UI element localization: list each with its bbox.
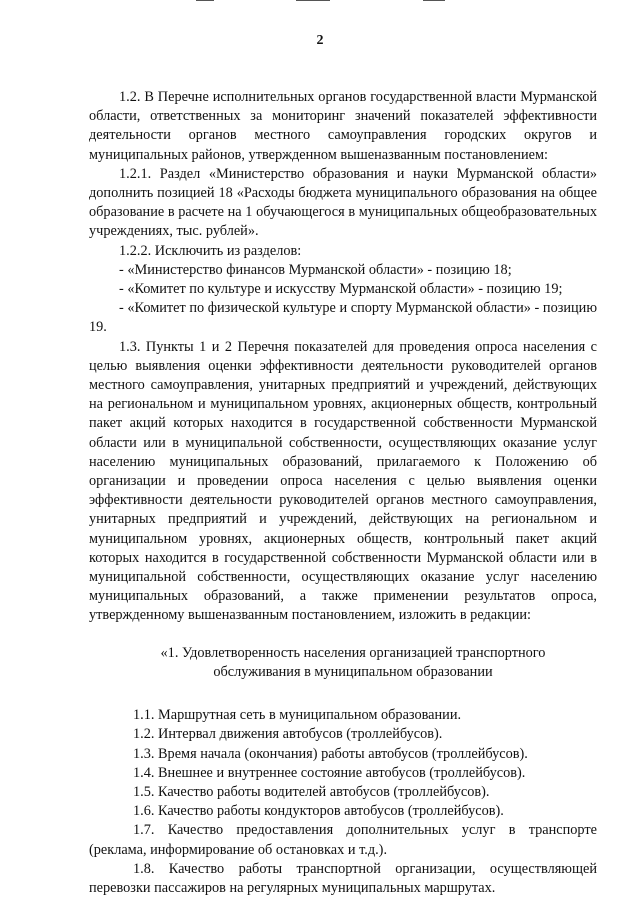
list-item: 1.5. Качество работы водителей автобусов (троллейбусов).	[133, 783, 490, 800]
page-number: 2	[316, 33, 324, 48]
scan-artifact	[296, 0, 330, 1]
paragraph: - «Комитет по физической культуре и спорту Мурманской области» - позицию 19.	[89, 300, 597, 336]
list-item: 1.8. Качество работы транспортной организации, осуществляющей перевозки пассажиров на регулярных муниципальных маршрутах.	[89, 860, 597, 896]
scan-artifact	[196, 0, 214, 1]
heading-line: обслуживания в муниципальном образовании	[213, 663, 493, 680]
list-item: 1.6. Качество работы кондукторов автобусов (троллейбусов).	[133, 803, 504, 820]
heading-line: «1. Удовлетворенность населения организацией транспортного	[160, 644, 546, 661]
paragraph: 1.2.2. Исключить из разделов:	[119, 242, 302, 259]
list-item: 1.2. Интервал движения автобусов (троллейбусов).	[133, 726, 443, 743]
scan-artifact	[423, 0, 445, 1]
list-item: 1.4. Внешнее и внутреннее состояние автобусов (троллейбусов).	[133, 764, 526, 781]
paragraph: 1.2. В Перечне исполнительных органов государственной власти Мурманской области, ответственных за мониторинг значений показателей эффективности деятельности органов местного самоуправления городских округов и муниципальных районов, утвержденном вышеназванным постановлением:	[89, 89, 597, 163]
indicator-list	[89, 706, 597, 898]
paragraph: - «Министерство финансов Мурманской области» - позицию 18;	[119, 261, 512, 278]
document-body	[89, 88, 597, 898]
list-item: 1.3. Время начала (окончания) работы автобусов (троллейбусов).	[133, 745, 528, 762]
section-heading	[89, 644, 597, 682]
paragraph: 1.2.1. Раздел «Министерство образования и науки Мурманской области» дополнить позицией 18 «Расходы бюджета муниципального образования на общее образование в расчете на 1 обучающегося в муниципальных общеобразовательных учреждениях, тыс. рублей».	[89, 165, 597, 240]
paragraph: 1.3. Пункты 1 и 2 Перечня показателей для проведения опроса населения с целью выявления оценки эффективности деятельности руководителей органов местного самоуправления, унитарных предприятий и учреждений, действующих на региональном и муниципальном уровнях, акционерных обществ, контрольный пакет акций которых находится в государственной собственности Мурманской области или в муниципальной собственности, осуществляющих оказание услуг населению муниципальных образований, прилагаемого к Положению об организации и проведении опроса населения с целью выявления оценки эффективности деятельности руководителей органов местного самоуправления, унитарных предприятий и учреждений, действующих на региональном и муниципальном уровнях, акционерных обществ, контрольный пакет акций которых находится в государственной собственности Мурманской области или в муниципальной собственности, осуществляющих оказание услуг населению муниципальных образований, а также применении результатов опроса, утвержденному вышеназванным постановлением, изложить в редакции:	[89, 338, 597, 624]
list-item: 1.1. Маршрутная сеть в муниципальном образовании.	[133, 707, 462, 724]
list-item: 1.7. Качество предоставления дополнительных услуг в транспорте (реклама, информирование об остановках и т.д.).	[89, 822, 597, 858]
paragraph: - «Комитет по культуре и искусству Мурманской области» - позицию 19;	[119, 281, 563, 298]
